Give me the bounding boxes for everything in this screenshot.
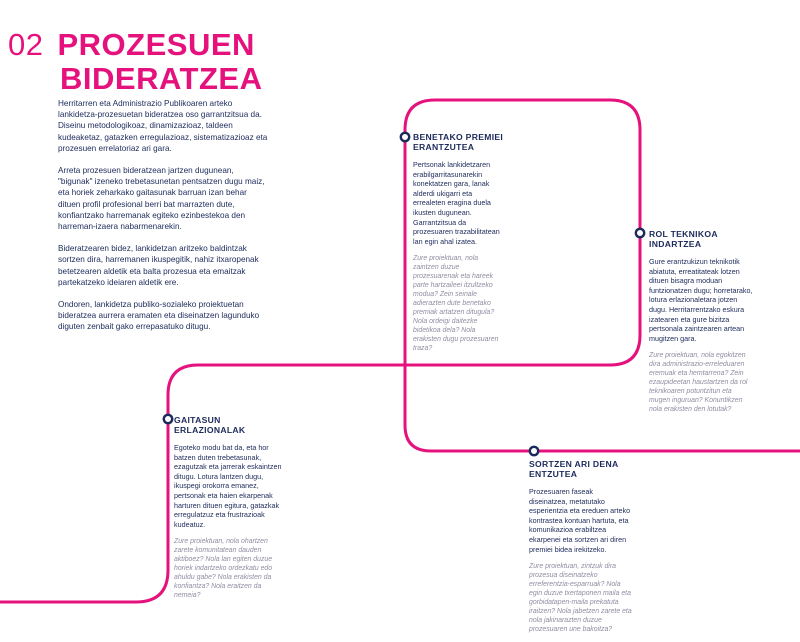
node-body: Prozesuaren faseak diseinatzea, metatutako esperientzia eta ereduen arteko kontrastea kontuan hartuta, eta komunikazioa erabiltzea ekarpenei eta sortzen ari diren premiei bidea irekitzeko.: [529, 487, 631, 554]
node-sortzen-ari-dena: [529, 459, 633, 642]
intro-paragraph-2: Arreta prozesuen bideratzean jartzen dugunean, "bigunak" izeneko trebetasunetan pentsatzen dugu maiz, eta horiek zeharkako gaitasunak barruan izan behar dituen profil profesional berri bat marrazten dute, konfiantzako harremanak egiteko ezinbestekoa den harreman-izaera nabarmenarekin.: [58, 166, 265, 232]
node-benetako-premiei: [413, 132, 505, 361]
node-body: Gure erantzukizun teknikotik abiatuta, erreatitateak lotzen dituen bisagra moduan funtzionatzen dugu; horretarako, lotura erlazionaletara jotzen dugu. Herritarrentzako eskura izatearen eta gure bizitza pertsonala zaintzearen artean mugitzen gara.: [649, 257, 753, 343]
node-dot-3: [164, 415, 172, 423]
title-line-1: PROZESUEN: [57, 27, 255, 62]
node-rol-teknikoa: [649, 229, 753, 422]
node-body: Pertsonak lankidetzaren erabilgarritasunarekin konektatzen gara, lanak alderdi ukigarri eta errealeten eragina duela ikusten dugunean. Garrantzitsua da prozesuaren trazabilitatean lan egin ahal izatea.: [413, 160, 500, 246]
intro-paragraph-4: Ondoren, lankidetza publiko-sozialeko proiektuetan bideratzea aurrera eramaten eta diseinatzen lagunduko diguten zenbait gako errepasatuko ditugu.: [58, 300, 260, 332]
node-dot-1: [401, 133, 409, 141]
node-heading: BENETAKO PREMIEI ERANTZUTEA: [413, 132, 504, 152]
node-question: Zure proiektuan, zintzuk dira prozesua diseinatzeko erreferentzia-esparruak? Nola egin duzue txertaponen maila eta gorbidatapen-maila prekatuta iraitzen? Nola jabetzen zarete eta nola jakinarazten duzue prozesuaren une bakoitza?: [529, 563, 632, 634]
section-number: 02: [8, 27, 44, 62]
node-question: Zure proiektuan, nola ohartzen zarete komunitatean dauden aktiboez? Nola lan egiten duzue horiek indartzeko ordezkatu edo ahuldu gabe? Nola erakisten da konfiantza? Nola eraitzen da nemeia?: [174, 538, 273, 600]
node-heading: ROL TEKNIKOA INDARTZEA: [649, 229, 718, 249]
node-question: Zure proiektuan, nola egokitzen dira administrazio-erreleduaren eremuak eta hemtarrena? Zein ezaupideetan haustartzen da rol teknikoaren potuntzitun eta mugen inguruan? Konuntikzen nola erakisten den lotutak?: [649, 352, 748, 414]
node-body: Egoteko modu bat da, eta hor batzen duten trebetasunak, ezagutzak eta jarrerak eskaintzen ditugu. Lotura lantzen dugu, ikuspegi orokorra emanez, pertsonak eta haien ekarpenak harturen dituen egitura, gatazkak erregulatzuz eta frustrazioak kudeatuz.: [174, 443, 282, 529]
node-question: Zure proiektuan, nola zaintzen duzue prozesuarenak eta hareek parte hartzaileei itzultzeko modua? Zein seinale adierazten dute benetako premiak artatzen ditugula? Nola ordeigi daitezke bidetikoa dela? Nola erakisten dugu prozesuaren traza?: [413, 255, 499, 353]
node-dot-4: [530, 447, 538, 455]
intro-paragraph-3: Bideratzearen bidez, lankidetzan aritzeko baldintzak sortzen dira, harremanen ikuspegitik, nahiz itxaropenak betetzearen aldetik eta balta prozesua eta emaitzak partekatzeko ideiaren aldetik ere.: [58, 244, 259, 287]
node-gaitasun-erlazionalak: [174, 415, 282, 608]
title-line-2: BIDERATZEA: [60, 61, 263, 96]
node-heading: GAITASUN ERLAZIONALAK: [174, 415, 246, 435]
node-dot-2: [636, 229, 644, 237]
intro-paragraph-1: Herritarren eta Administrazio Publikoaren arteko lankidetza-prozesuetan bideratzea oso garrantzitsua da. Diseinu metodologikoaz, dinamizazioaz, taldeen kudeaketaz, gatazken erregulazioaz, sistematizazioaz eta prozesuen errelatoriaz ari gara.: [58, 99, 268, 153]
node-heading: SORTZEN ARI DENA ENTZUTEA: [529, 459, 619, 479]
